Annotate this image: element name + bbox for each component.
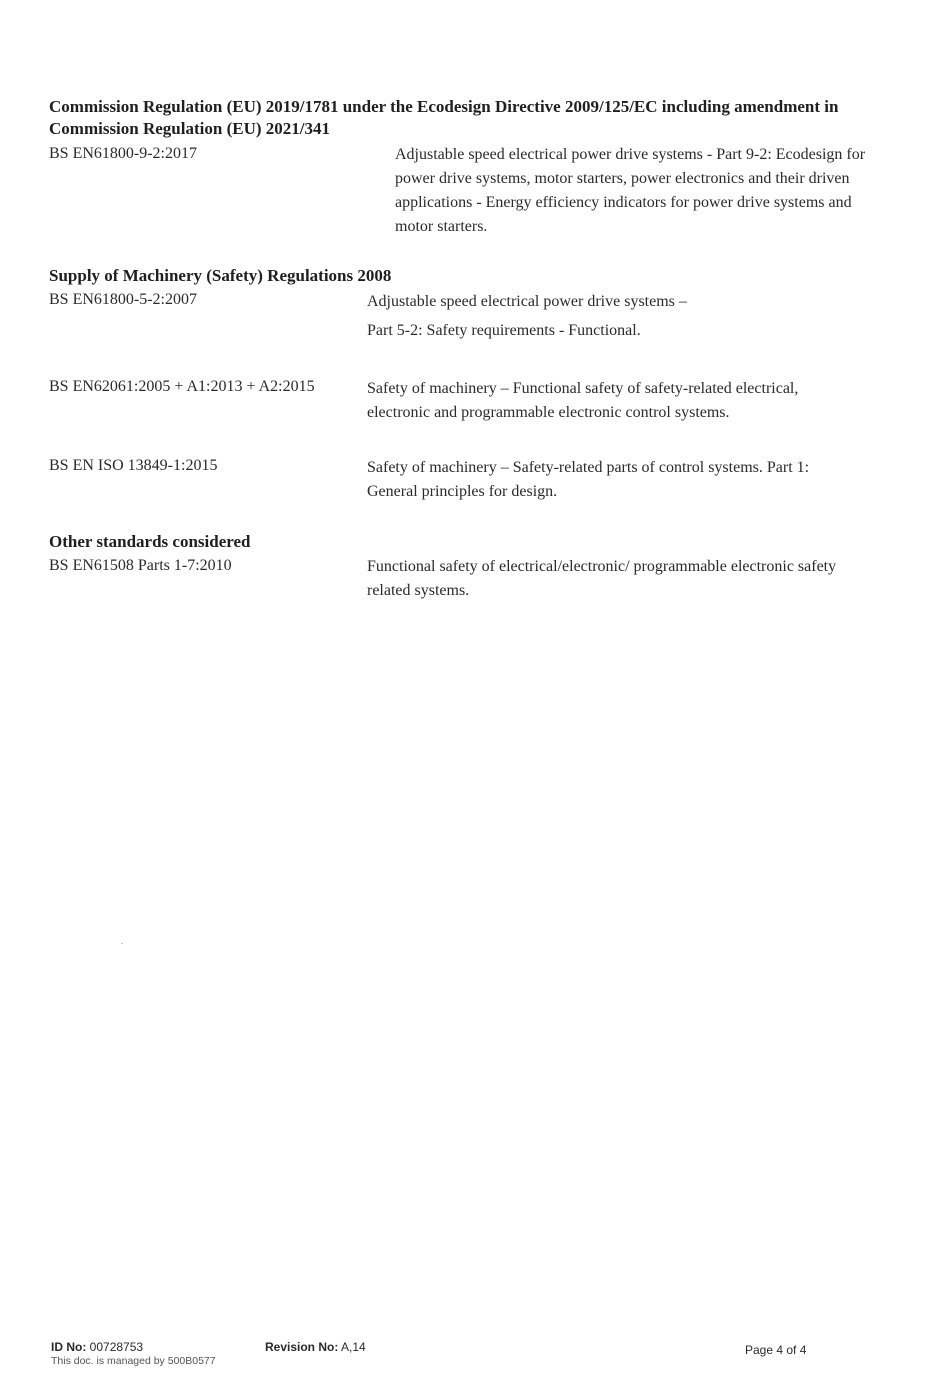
footer-revision-label: Revision No: — [265, 1340, 339, 1354]
standard-code-en61800-9-2: BS EN61800-9-2:2017 — [49, 145, 197, 162]
standard-description-en61508: Functional safety of electrical/electronic/ programmable electronic safety related systems. — [367, 558, 837, 599]
standard-code-en61800-5-2: BS EN61800-5-2:2007 — [49, 291, 197, 308]
standard-description-en61800-5-2-line1: Adjustable speed electrical power drive systems – — [367, 293, 687, 310]
footer-id-label: ID No: — [51, 1340, 87, 1354]
standard-code-en62061: BS EN62061:2005 + A1:2013 + A2:2015 — [49, 378, 315, 395]
standard-description-iso13849-1: Safety of machinery – Safety-related parts of control systems. Part 1: General principles for design. — [367, 459, 810, 500]
standard-description-en62061: Safety of machinery – Functional safety of safety-related electrical, electronic and programmable electronic control systems. — [367, 380, 799, 421]
footer-page-number: Page 4 of 4 — [745, 1343, 807, 1357]
standard-description-en61800-5-2-line2: Part 5-2: Safety requirements - Functional. — [367, 322, 641, 339]
footer-id — [51, 1340, 271, 1368]
footer-id-value: 00728753 — [89, 1340, 144, 1354]
standard-code-iso13849-1: BS EN ISO 13849-1:2015 — [49, 457, 218, 474]
section-heading-machinery-safety: Supply of Machinery (Safety) Regulations 2008 — [49, 266, 392, 285]
standard-code-en61508: BS EN61508 Parts 1-7:2010 — [49, 557, 232, 574]
section-heading-ecodesign: Commission Regulation (EU) 2019/1781 under the Ecodesign Directive 2009/125/EC including amendment in Commission Regulation (EU) 2021/341 — [49, 97, 839, 138]
scan-speck — [121, 943, 123, 944]
section-heading-other-standards: Other standards considered — [49, 532, 251, 551]
standard-description-en61800-9-2: Adjustable speed electrical power drive systems - Part 9-2: Ecodesign for power drive systems, motor starters, power electronics and their driven applications - Energy efficiency indicators for power drive systems and motor starters. — [395, 146, 866, 235]
footer-managed-by: This doc. is managed by 500B0577 — [51, 1355, 216, 1367]
footer-revision — [265, 1340, 465, 1354]
footer-revision-value: A,14 — [341, 1340, 366, 1354]
